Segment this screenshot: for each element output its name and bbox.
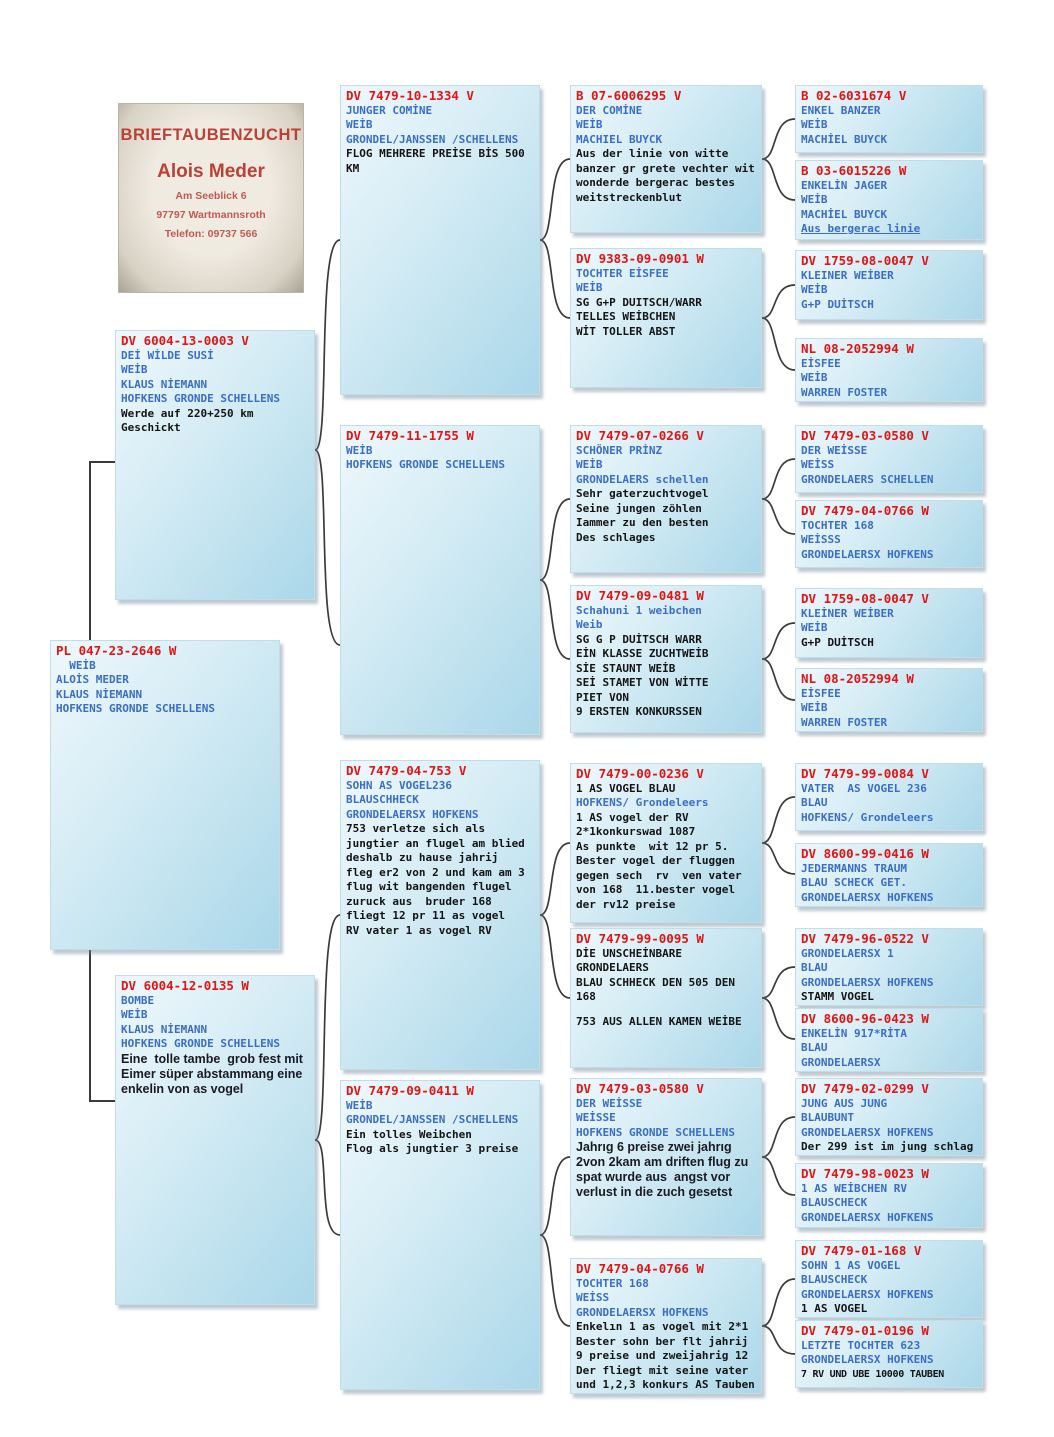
pedigree-box-dv7479-01-0196 [795, 1320, 983, 1388]
box-line: Flog als jungtier 3 preise [346, 1142, 519, 1155]
box-line: WEİSS [576, 1291, 610, 1304]
ring-number: DV 7479-01-168 V [801, 1243, 922, 1258]
box-line [576, 1005, 758, 1015]
box-line: BLAUSCHECK [801, 1273, 868, 1286]
box-line: HOFKENS GRONDE SCHELLENS [346, 458, 505, 471]
pedigree-connector [762, 159, 795, 200]
box-line: KLAUS NİEMANN [121, 377, 208, 391]
pedigree-connector [540, 1157, 570, 1235]
pedigree-box-dv7479-98-0023 [795, 1163, 983, 1228]
ring-number: DV 7479-04-753 V [346, 763, 467, 778]
ring-number: DV 7479-02-0299 V [801, 1081, 929, 1096]
box-line: BLAU SCHHECK DEN 505 DEN [576, 975, 735, 989]
ring-number: DV 7479-04-0766 W [801, 503, 929, 518]
box-line: Bester sohn ber flt jahrij [576, 1334, 749, 1348]
box-line: VATER AS VOGEL 236 [801, 781, 927, 795]
box-line: banzer gr grete vechter wit [576, 161, 755, 175]
pedigree-box-dv7479-04-0766-m [570, 1258, 762, 1394]
box-line: DİE UNSCHEİNBARE [576, 946, 682, 960]
pedigree-connector [540, 499, 570, 580]
box-line: GRONDELAERSX HOFKENS [801, 1287, 934, 1301]
box-line: WEİB [801, 371, 828, 384]
box-line: 168 [576, 990, 596, 1003]
pedigree-connector [762, 459, 795, 499]
pedigree-connector [762, 659, 795, 700]
pedigree-box-dv1759-08-0047-b [795, 588, 983, 658]
box-line: G+P DUİTSCH [801, 635, 874, 649]
ring-number: DV 8600-99-0416 W [801, 846, 929, 861]
box-line: ENKELİN JAGER [801, 178, 888, 192]
box-line: SOHN 1 AS VOGEL [801, 1258, 901, 1272]
ring-number: DV 7479-10-1334 V [346, 88, 474, 103]
ring-number: NL 08-2052994 W [801, 341, 914, 356]
box-line: fliegt 12 pr 11 as vogel [346, 909, 505, 922]
box-line: von 168 11.bester vogel [576, 883, 735, 896]
box-line: 753 verletze sich als [346, 822, 486, 835]
box-line: BLAUSCHECK [801, 1196, 868, 1209]
box-line: WEİB [121, 363, 148, 376]
box-line: verlust in die zuch gesetst [576, 1185, 733, 1199]
box-line: Der 299 ist im jung schlag [801, 1140, 974, 1153]
box-line: EİSFEE [801, 686, 841, 700]
pedigree-connector [762, 623, 795, 659]
pedigree-box-dv7479-03-0580-r [795, 425, 983, 493]
box-line: SEİ STAMET VON WİTTE [576, 676, 709, 689]
box-line: wonderde bergerac bestes [576, 176, 735, 189]
box-line: GRONDELAERSX HOFKENS [801, 1210, 934, 1224]
ring-number: DV 7479-09-0411 W [346, 1083, 474, 1098]
box-line: WEİB [576, 281, 603, 294]
box-line: deshalb zu hause jahrij [346, 851, 499, 864]
box-line: KLAUS NİEMANN [121, 1022, 208, 1036]
box-line: ENKELİN 917*RİTA [801, 1026, 907, 1040]
ring-number: DV 7479-04-0766 W [576, 1261, 704, 1276]
ring-number: DV 7479-03-0580 V [801, 428, 929, 443]
box-line: BLAU [801, 1041, 828, 1054]
pedigree-connector [762, 119, 795, 159]
pedigree-connector [90, 949, 115, 1101]
box-line: Aus bergerac linie [801, 222, 921, 235]
box-line: GRONDELAERSX HOFKENS [801, 1125, 934, 1139]
box-line: BLAU [801, 961, 828, 974]
box-line: GRONDELAERSX HOFKENS [801, 890, 934, 904]
breeder-name: Alois Meder [157, 161, 265, 182]
box-line: GRONDELAERSX HOFKENS [801, 1353, 934, 1366]
pedigree-box-dv7479-04-0766-r [795, 500, 983, 568]
box-line: GRONDELAERSX 1 [801, 946, 894, 960]
box-line: WEİSSE [576, 1111, 616, 1124]
pedigree-box-dv7479-00-0236 [570, 763, 762, 923]
box-line: GRONDELAERSX HOFKENS [801, 547, 934, 561]
pedigree-box-b07-6006295 [570, 85, 762, 233]
box-line: DER WEİSSE [801, 443, 868, 457]
box-line: Sehr gaterzuchtvogel [576, 487, 709, 500]
box-line: GRONDELAERS schellen [576, 472, 709, 486]
box-line: As punkte wit 12 pr 5. [576, 839, 729, 853]
box-line: HOFKENS/ Grondeleers [576, 796, 709, 809]
box-line: Aus der linie von witte [576, 147, 729, 160]
box-line: GRONDELAERSX HOFKENS [801, 975, 934, 989]
box-line: WARREN FOSTER [801, 385, 888, 399]
box-line: GRONDELAERSX HOFKENS [346, 807, 479, 821]
pedigree-connector [762, 797, 795, 843]
box-line: Weib [576, 618, 603, 631]
pedigree-box-pl047-23-2646 [50, 640, 280, 950]
box-line: G+P DUİTSCH [801, 297, 874, 311]
pedigree-connector [762, 1157, 795, 1195]
pedigree-box-dv7479-09-0481 [570, 585, 762, 733]
pedigree-connector [315, 450, 340, 645]
box-line: der rv12 preise [576, 897, 676, 911]
pedigree-box-dv6004-13-0003 [115, 330, 315, 600]
pedigree-box-b03-6015226 [795, 160, 983, 240]
box-line: HOFKENS GRONDE SCHELLENS [121, 392, 280, 405]
box-line: DER WEİSSE [576, 1096, 643, 1110]
box-line: SİE STAUNT WEİB [576, 661, 676, 675]
ring-number: NL 08-2052994 W [801, 671, 914, 686]
box-line: ENKEL BANZER [801, 103, 881, 117]
breeder-street: Am Seeblick 6 [175, 190, 247, 202]
pedigree-box-dv6004-12-0135 [115, 975, 315, 1305]
box-line: EİN KLASSE ZUCHTWEİB [576, 647, 709, 660]
box-line: HOFKENS/ Grondeleers [801, 810, 934, 824]
ring-number: PL 047-23-2646 W [56, 643, 177, 658]
pedigree-box-dv8600-96-0423 [795, 1008, 983, 1072]
box-line: Eimer süper abstammang eine [121, 1066, 303, 1081]
box-line: BOMBE [121, 993, 155, 1007]
box-line: WEİB [801, 283, 828, 296]
pedigree-box-dv7479-11-1755 [340, 425, 540, 735]
box-line: gegen sech rv ven vater [576, 868, 742, 882]
ring-number: DV 1759-08-0047 V [801, 253, 929, 268]
pedigree-box-dv9383-09-0901 [570, 248, 762, 388]
pedigree-connector [315, 915, 340, 1140]
box-line: Der fliegt mit seine vater [576, 1363, 749, 1377]
box-line: TOCHTER 168 [576, 1276, 649, 1290]
box-line: JEDERMANNS TRAUM [801, 861, 907, 875]
box-line: weitstreckenblut [576, 190, 682, 204]
box-line: JUNG AUS JUNG [801, 1096, 888, 1110]
box-line: HOFKENS GRONDE SCHELLENS [576, 1125, 735, 1139]
box-line: GRONDELAERSX HOFKENS [576, 1305, 709, 1319]
breeder-phone: Telefon: 09737 566 [164, 228, 258, 240]
box-line: TELLES WEİBCHEN [576, 310, 676, 323]
pedigree-connector [540, 915, 570, 998]
box-line: EİSFEE [801, 356, 841, 370]
pedigree-connector [762, 318, 795, 370]
pedigree-box-dv8600-99-0416 [795, 843, 983, 907]
box-line: Ein tolles Weibchen [346, 1127, 472, 1141]
box-line: GRONDELAERS [576, 961, 649, 974]
box-line: BLAUBUNT [801, 1111, 854, 1124]
box-line: BLAU [801, 796, 828, 809]
pedigree-connector [90, 462, 115, 641]
pedigree-connector [762, 499, 795, 534]
box-line: 1 AS VOGEL BLAU [576, 781, 676, 795]
ring-number: DV 7479-11-1755 W [346, 428, 474, 443]
box-line: 1 AS VOGEL [801, 1302, 868, 1315]
box-line: 9 preise und zweijahrig 12 [576, 1349, 749, 1362]
pedigree-box-b02-6031674 [795, 85, 983, 153]
ring-number: DV 1759-08-0047 V [801, 591, 929, 606]
ring-number: DV 7479-98-0023 W [801, 1166, 929, 1181]
box-line: zuruck aus bruder 168 [346, 894, 492, 908]
box-line: SG G+P DUITSCH/WARR [576, 295, 702, 309]
logo-title: BRIEFTAUBENZUCHT [120, 126, 302, 144]
box-line: KLEİNER WEİBER [801, 606, 894, 620]
pedigree-connector [762, 843, 795, 874]
box-line: WİT TOLLER ABST [576, 324, 676, 338]
pedigree-connector [540, 1235, 570, 1326]
box-line: Jahrıg 6 preise zwei jahrıg [576, 1140, 732, 1154]
box-line: WEİB [346, 1098, 373, 1112]
box-line: TOCHTER EİSFEE [576, 266, 669, 280]
pedigree-box-dv7479-07-0266 [570, 425, 762, 573]
pedigree-connector [315, 1140, 340, 1235]
ring-number: DV 7479-03-0580 V [576, 1081, 704, 1096]
box-line: WEİSS [801, 458, 835, 471]
pedigree-connector [762, 967, 795, 998]
box-line: MACHİEL BUYCK [801, 207, 888, 221]
ring-number: DV 7479-09-0481 W [576, 588, 704, 603]
box-line: STAMM VOGEL [801, 990, 874, 1003]
box-line: Geschickt [121, 421, 181, 434]
pedigree-box-dv7479-02-0299 [795, 1078, 983, 1156]
box-line: SCHÖNER PRİNZ [576, 443, 663, 457]
pedigree-connector [315, 240, 340, 450]
box-line: KM [346, 161, 360, 175]
box-line: WEİB [801, 621, 828, 634]
pedigree-box-dv7479-99-0084 [795, 763, 983, 831]
box-line: Enkelın 1 as vogel mit 2*1 [576, 1320, 749, 1333]
box-line: WEİB [576, 458, 603, 471]
pedigree-connector [762, 285, 795, 318]
pedigree-box-dv7479-99-0095 [570, 928, 762, 1068]
box-line: WEİB [801, 118, 828, 131]
box-line: Des schlages [576, 530, 656, 544]
box-line: LETZTE TOCHTER 623 [801, 1338, 921, 1352]
ring-number: DV 7479-99-0095 W [576, 931, 704, 946]
box-line: Werde auf 220+250 km [121, 406, 254, 420]
pedigree-box-dv7479-04-753 [340, 760, 540, 1070]
box-line: FLOG MEHRERE PREİSE BİS 500 [346, 147, 525, 160]
box-line: SG G P DUİTSCH WARR [576, 632, 702, 646]
box-line: SOHN AS VOGEL236 [346, 778, 452, 792]
pedigree-box-dv1759-08-0047-a [795, 250, 983, 320]
box-line: BLAUSCHHECK [346, 793, 419, 806]
box-line: WEİB [801, 701, 828, 714]
pedigree-connector [540, 843, 570, 915]
ring-number: DV 6004-12-0135 W [121, 978, 249, 993]
box-line: RV vater 1 as vogel RV [346, 923, 492, 937]
box-line: flug wit bangenden flugel [346, 880, 512, 893]
box-line: JUNGER COMİNE [346, 103, 433, 117]
box-line: 1 AS vogel der RV [576, 810, 689, 824]
box-line: Seine jungen zöhlen [576, 501, 702, 515]
box-line: WEİB [56, 658, 96, 672]
box-line: WEİB [346, 443, 373, 457]
pedigree-box-dv7479-10-1334 [340, 85, 540, 395]
box-line: WEİB [801, 193, 828, 206]
box-line: DEİ WİLDE SUSİ [121, 348, 214, 362]
box-line: WEİB [121, 1008, 148, 1021]
box-line: MACHIEL BUYCK [576, 132, 663, 146]
box-line: WEİSSS [801, 533, 841, 546]
pedigree-box-nl08-2052994-a [795, 338, 983, 402]
pedigree-box-dv7479-96-0522 [795, 928, 983, 1006]
breeder-city: 97797 Wartmannsroth [156, 209, 266, 221]
box-line: 7 RV UND UBE 10000 TAUBEN [801, 1368, 945, 1380]
ring-number: DV 9383-09-0901 W [576, 251, 704, 266]
box-line: 1 AS WEİBCHEN RV [801, 1181, 907, 1195]
box-line: jungtier an flugel am blied [346, 836, 525, 850]
ring-number: DV 8600-96-0423 W [801, 1011, 929, 1026]
box-line: GRONDELAERSX [801, 1055, 881, 1069]
ring-number: B 02-6031674 V [801, 88, 907, 103]
box-line: MACHİEL BUYCK [801, 132, 888, 146]
box-line: KLEINER WEİBER [801, 268, 894, 282]
box-line: PIET VON [576, 690, 629, 704]
box-line: spat wurde aus angst vor [576, 1170, 731, 1184]
pedigree-connector [762, 1326, 795, 1354]
box-line: WARREN FOSTER [801, 715, 888, 729]
box-line: Eine tolle tambe grob fest mit [121, 1051, 303, 1066]
box-line: ALOİS MEDER [56, 673, 129, 686]
ring-number: DV 7479-01-0196 W [801, 1323, 929, 1338]
box-line: fleg er2 von 2 und kam am 3 [346, 865, 525, 879]
box-line: Iammer zu den besten [576, 516, 709, 529]
box-line: 2*1konkurswad 1087 [576, 825, 696, 838]
pedigree-box-dv7479-03-0580-m [570, 1078, 762, 1236]
box-line: Bester vogel der fluggen [576, 854, 735, 867]
box-line: enkelin von as vogel [121, 1081, 244, 1096]
box-line: WEİB [576, 118, 603, 131]
box-line: HOFKENS GRONDE SCHELLENS [121, 1037, 280, 1050]
box-line: 753 AUS ALLEN KAMEN WEİBE [576, 1014, 742, 1028]
box-line: GRONDEL/JANSSEN /SCHELLENS [346, 1113, 519, 1126]
pedigree-connector [762, 1117, 795, 1157]
box-line: 9 ERSTEN KONKURSSEN [576, 705, 702, 718]
pedigree-box-nl08-2052994-b [795, 668, 983, 732]
breeder-logo [118, 103, 304, 293]
pedigree-box-dv7479-09-0411 [340, 1080, 540, 1390]
box-line: GRONDELAERS SCHELLEN [801, 472, 934, 486]
ring-number: B 07-6006295 V [576, 88, 682, 103]
box-line: HOFKENS GRONDE SCHELLENS [56, 702, 215, 715]
pedigree-connector [540, 580, 570, 659]
ring-number: DV 6004-13-0003 V [121, 333, 249, 348]
box-line: BLAU SCHECK GET. [801, 876, 907, 889]
pedigree-connector [540, 159, 570, 240]
pedigree-connector [762, 998, 795, 1039]
pedigree-box-dv7479-01-168 [795, 1240, 983, 1318]
box-line: WEİB [346, 118, 373, 131]
ring-number: B 03-6015226 W [801, 163, 907, 178]
box-line: DER COMİNE [576, 103, 643, 117]
pedigree-connector [762, 1279, 795, 1326]
box-line: KLAUS NİEMANN [56, 687, 143, 701]
box-line: TOCHTER 168 [801, 518, 874, 532]
ring-number: DV 7479-96-0522 V [801, 931, 929, 946]
ring-number: DV 7479-00-0236 V [576, 766, 704, 781]
box-line: und 1,2,3 konkurs AS Tauben [576, 1378, 755, 1391]
pedigree-connector [540, 240, 570, 318]
ring-number: DV 7479-07-0266 V [576, 428, 704, 443]
box-line: 2von 2kam am driften flug zu [576, 1155, 749, 1169]
ring-number: DV 7479-99-0084 V [801, 766, 929, 781]
box-line: Schahuni 1 weibchen [576, 603, 702, 617]
box-line: GRONDEL/JANSSEN /SCHELLENS [346, 132, 519, 146]
